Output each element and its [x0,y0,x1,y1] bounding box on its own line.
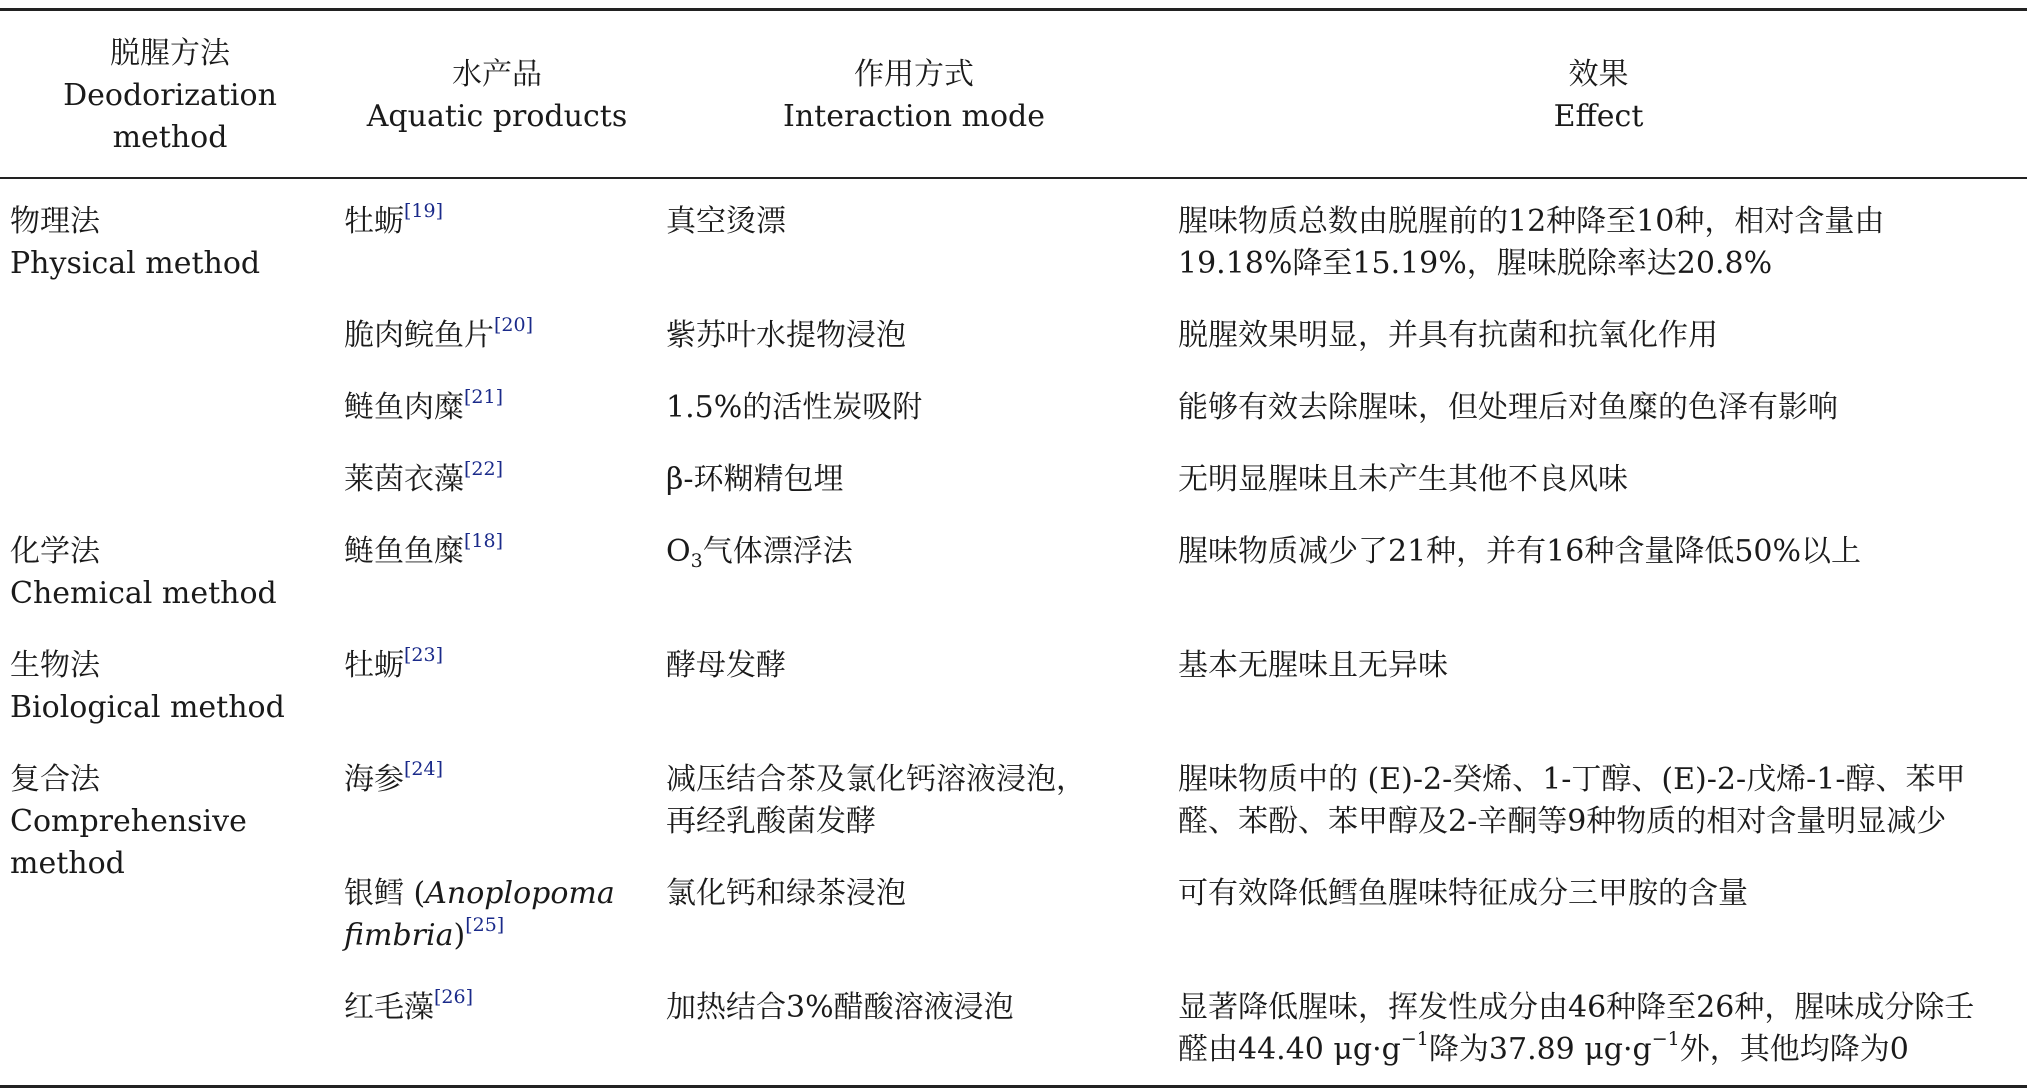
group-chemical: 化学法 Chemical method [10,534,277,611]
effect-cell: 腥味物质中的 (E)-2-癸烯、1-丁醇、(E)-2-戊烯-1-醇、苯甲 醛、苯酚、苯甲醇及2-辛酮等9种物质的相对含量明显减少 [1178,762,1966,839]
group-physical: 物理法 Physical method [10,204,261,281]
mode-cell: 紫苏叶水提物浸泡 [666,318,906,353]
reference-link[interactable]: [19] [404,200,444,222]
table-row [0,625,2027,739]
product-cell: 红毛藻[26] [344,986,474,1025]
effect-cell: 无明显腥味且未产生其他不良风味 [1178,462,1628,497]
product-cell: 脆肉鲩鱼片[20] [344,314,534,353]
group-biological: 生物法 Biological method [10,648,285,725]
deodorization-table [0,8,2027,1088]
reference-link[interactable]: [24] [404,758,444,780]
mode-cell: 减压结合茶及氯化钙溶液浸泡， 再经乳酸菌发酵 [666,762,1086,839]
mode-cell: β-环糊精包埋 [666,462,844,497]
effect-cell: 腥味物质减少了21种，并有16种含量降低50%以上 [1178,534,1862,569]
effect-cell: 可有效降低鳕鱼腥味特征成分三甲胺的含量 [1178,876,1748,911]
table-row [0,511,2027,625]
reference-link[interactable]: [21] [464,386,504,408]
product-cell: 鲢鱼肉糜[21] [344,386,504,425]
effect-cell: 基本无腥味且无异味 [1178,648,1448,683]
mode-cell: $O_3$气体漂浮法 [666,534,853,572]
mode-cell: 氯化钙和绿茶浸泡 [666,876,906,911]
product-cell: 莱茵衣藻[22] [344,458,504,497]
effect-cell: 能够有效去除腥味，但处理后对鱼糜的色泽有影响 [1178,390,1838,425]
group-comprehensive: 复合法 Comprehensive method [10,762,247,881]
table-row [0,739,2027,853]
header-method: 脱腥方法 Deodorization method [63,36,277,155]
effect-cell: 显著降低腥味，挥发性成分由46种降至26种，腥味成分除壬 醛由44.40 $\mu g\cdot g^{-1}$降为37.89 $\mu g\cdot g^{-1}$外，其他均降为0 [1178,990,1975,1067]
mode-cell: 酵母发酵 [666,648,786,683]
reference-link[interactable]: [26] [434,986,474,1008]
header-mode: 作用方式 Interaction mode [782,57,1046,134]
product-cell: 牡蛎[23] [344,644,444,683]
effect-cell: 腥味物质总数由脱腥前的12种降至10种，相对含量由 19.18%降至15.19%，腥味脱除率达20.8% [1178,204,1885,281]
header-product: 水产品 Aquatic products [366,57,628,134]
table-header-row [0,10,2027,179]
mode-cell: 真空烫漂 [666,204,786,239]
product-cell: 海参[24] [344,758,444,797]
header-effect: 效果 Effect [1553,57,1644,134]
mode-cell: 加热结合3%醋酸溶液浸泡 [666,990,1014,1025]
reference-link[interactable]: [18] [464,530,504,552]
effect-cell: 脱腥效果明显，并具有抗菌和抗氧化作用 [1178,318,1718,353]
reference-link[interactable]: [23] [404,644,444,666]
reference-link[interactable]: [25] [465,914,505,936]
product-cell: 鲢鱼鱼糜[18] [344,530,504,569]
mode-cell: 1.5%的活性炭吸附 [666,390,923,425]
table-row [0,178,2027,295]
product-cell: 牡蛎[19] [344,200,444,239]
product-cell: 银鳕 (Anoplopoma fimbria)[25] [344,876,615,953]
reference-link[interactable]: [22] [464,458,504,480]
reference-link[interactable]: [20] [494,314,534,336]
